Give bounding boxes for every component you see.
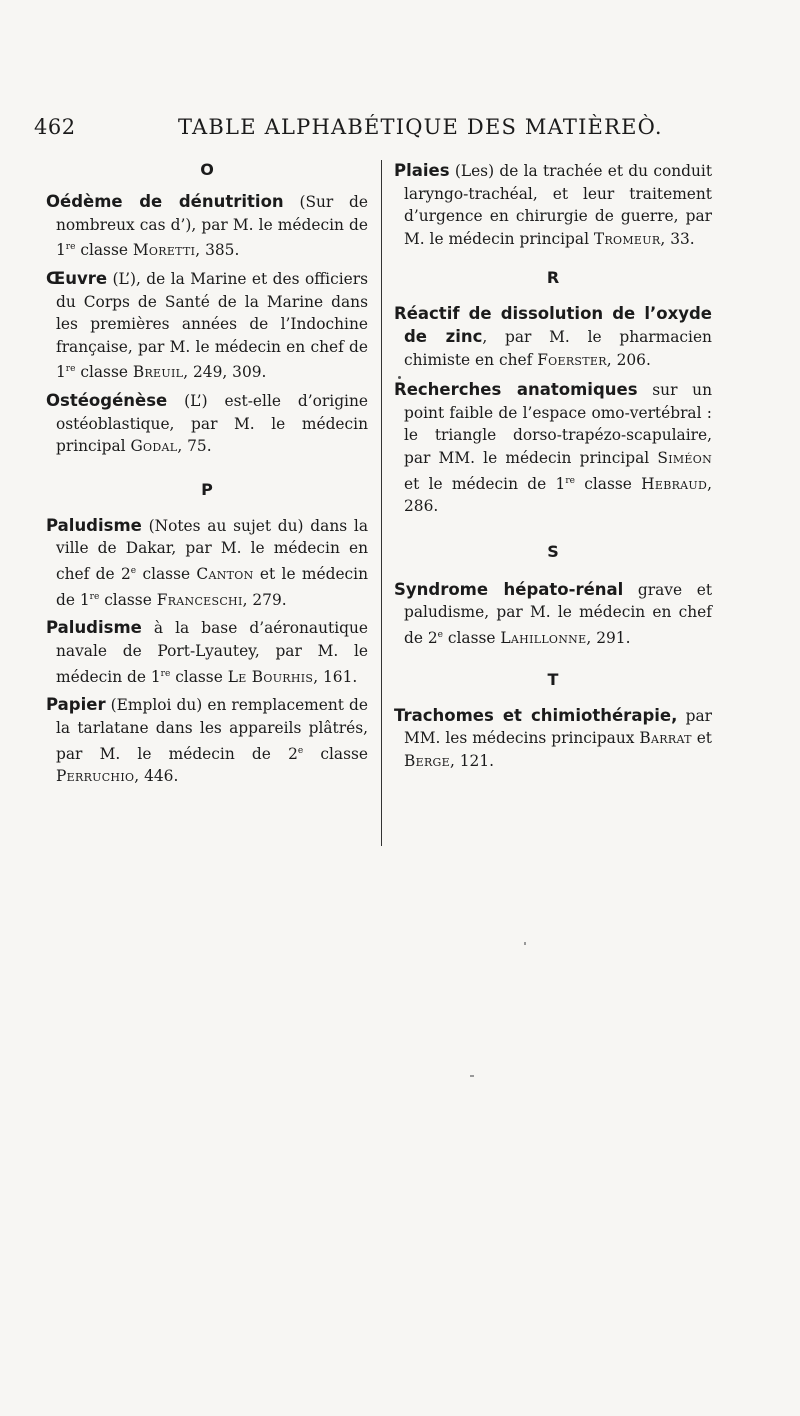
superscript: e [437, 630, 443, 641]
entry-text: classe [99, 590, 157, 609]
section-letter-p: P [201, 479, 213, 499]
author-name: Tromeur [593, 229, 661, 248]
entry-heading: Papier [46, 695, 106, 715]
entry-text: classe [170, 667, 228, 686]
section-letter-o: O [200, 160, 214, 179]
entry-text: et le médecin de 1 [56, 565, 369, 609]
author-name: Godal [130, 437, 178, 456]
index-entry-oedeme [46, 191, 368, 262]
superscript: re [65, 242, 76, 253]
index-entry-papier [46, 694, 368, 788]
entry-text: (L’), de la Marine et des officiers du Corps de Santé de la Marine dans les premières années de l’Indochine française, par M. le médecin en chef de 1 [56, 269, 368, 382]
page-reference: , 75. [177, 437, 212, 456]
author-name: Siméon [657, 448, 712, 467]
entry-heading: Ostéogénèse [46, 391, 168, 410]
entry-text: classe [75, 363, 133, 382]
index-entry-paludisme-port-lyautey [46, 617, 368, 688]
author-name: Moretti [132, 241, 196, 260]
entry-text: , par M. le pharmacien chimiste en chef [404, 327, 712, 369]
running-title: TABLE ALPHABÉTIQUE DES MATIÈREÒ. [178, 115, 663, 139]
entry-text: (Emploi du) en remplacement de la tarlatane dans les appareils plâtrés, par M. le médecin de 2 [56, 696, 368, 763]
section-letter-r: R [546, 268, 560, 288]
entry-text: (Les) de la trachée et du conduit laryngo-trachéal, et leur traitement d’urgence en chirurgie de guerre, par M. le médecin principal [404, 162, 712, 248]
right-column [394, 160, 712, 773]
entry-text: (L’) est-elle d’origine ostéoblastique, par M. le médecin principal [56, 392, 368, 456]
author-name: Hebraud [641, 474, 708, 493]
author-name: Berge [404, 751, 450, 770]
paper-speck [524, 942, 526, 945]
section-letter-t: T [547, 669, 559, 689]
index-entry-syndrome [394, 579, 712, 650]
entry-text: (Sur de nombreux cas d’), par M. le médecin de 1 [56, 193, 368, 260]
page-reference: , 286. [404, 474, 712, 516]
entry-text: classe [303, 744, 368, 763]
author-name: Franceschi [156, 590, 243, 609]
entry-text: classe [75, 241, 133, 260]
entry-heading: Trachomes et chimiothérapie, [394, 705, 678, 725]
entry-heading: Paludisme [46, 515, 142, 535]
entry-text: (Notes au sujet du) dans la ville de Dakar, par M. le médecin en chef de 2 [56, 516, 368, 584]
entry-text: et [691, 729, 712, 748]
column-divider [381, 160, 382, 846]
entry-text: et le médecin de 1 [404, 474, 566, 493]
superscript: re [160, 668, 171, 679]
author-name: Le Bourhis [227, 667, 314, 686]
author-name: Lahillonne [500, 629, 587, 648]
page-reference: , 279. [242, 590, 287, 609]
section-letter-s: S [547, 541, 559, 561]
superscript: re [565, 475, 575, 486]
entry-heading: Oédème de dénutrition [46, 192, 284, 211]
entry-heading: Œuvre [46, 268, 108, 288]
author-name: Perruchio [56, 767, 135, 786]
index-entry-plaies [394, 160, 712, 250]
entry-text: classe [136, 565, 197, 584]
index-entry-trachomes [394, 705, 712, 773]
author-name: Breuil [132, 363, 184, 382]
entry-text: grave et paludisme, par M. le médecin en chef de 2 [404, 580, 712, 648]
page-reference: , 206. [606, 350, 651, 369]
index-entry-reactif [394, 303, 712, 371]
entry-heading: Plaies [394, 161, 450, 180]
page-number: 462 [34, 115, 76, 139]
left-column [46, 160, 368, 788]
author-name: Foerster [537, 350, 607, 369]
entry-text: classe [574, 474, 642, 493]
index-entry-paludisme-dakar [46, 515, 368, 612]
entry-text: classe [442, 629, 501, 648]
entry-heading: Syndrome hépato-rénal [394, 579, 624, 599]
entry-heading: Recherches anatomiques [394, 380, 638, 400]
page-reference: , 249, 309. [183, 363, 267, 382]
author-name: Canton [196, 565, 254, 584]
entry-text: à la base d’aéronautique navale de Port-Lyautey, par M. le médecin de 1 [56, 619, 368, 686]
entry-heading: Paludisme [46, 618, 142, 638]
page-reference: , 121. [449, 751, 495, 770]
paper-speck [470, 1075, 474, 1077]
author-name: Barrat [639, 729, 692, 748]
entry-text: sur un point faible de l’espace omo-vertébral : le triangle dorso-trapézo-scapulaire, par MM. le médecin principal [404, 381, 712, 467]
superscript: re [89, 591, 100, 602]
entry-text: par MM. les médecins principaux [404, 706, 712, 748]
superscript: e [297, 745, 304, 756]
page-reference: , 446. [134, 767, 179, 786]
index-entry-recherches [394, 379, 712, 518]
page-reference: , 161. [313, 667, 358, 686]
page-reference: , 291. [586, 629, 631, 648]
entry-heading: Réactif de dissolution de l’oxyde de zinc [394, 304, 712, 346]
index-entry-oeuvre [46, 268, 368, 384]
index-entry-osteogenese [46, 390, 368, 458]
page-reference: , 33. [660, 229, 695, 248]
page-reference: , 385. [195, 241, 240, 260]
superscript: e [130, 565, 137, 576]
superscript: re [65, 364, 76, 375]
